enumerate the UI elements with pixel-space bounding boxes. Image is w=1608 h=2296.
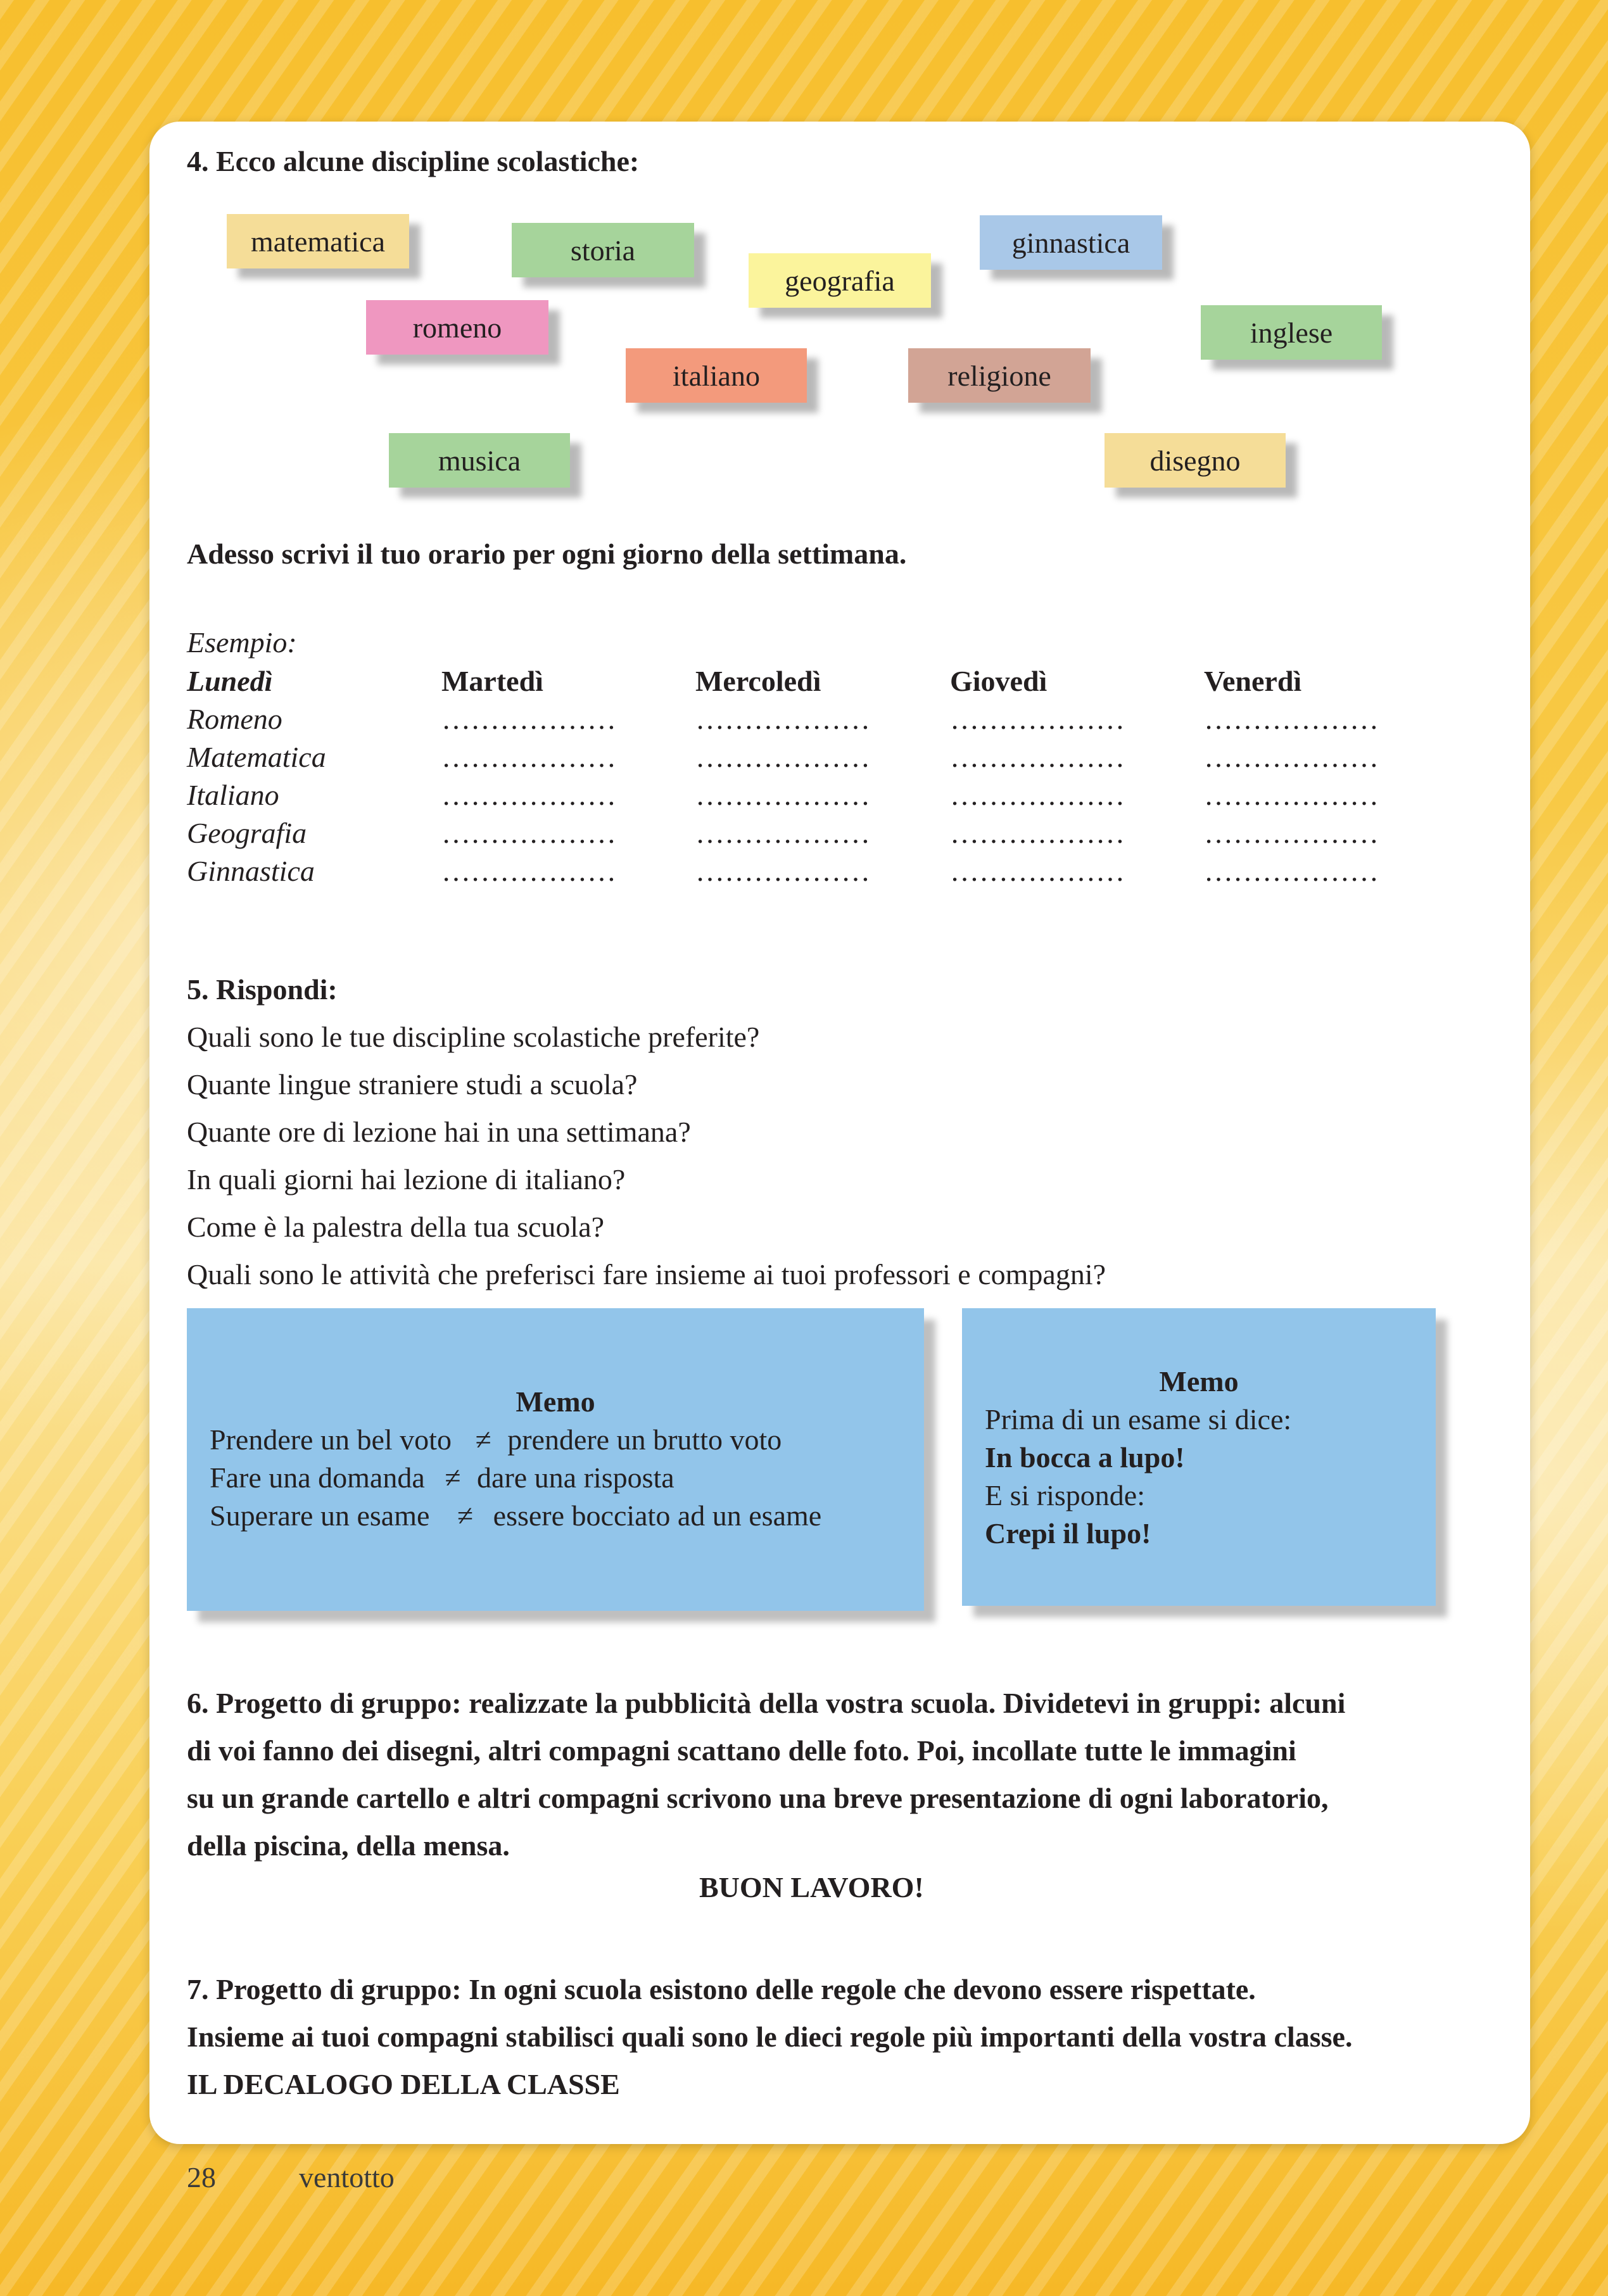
tag-storia: storia: [512, 223, 694, 277]
not-equal-symbol: ≠: [457, 1499, 474, 1532]
question-2: Quante lingue straniere studi a scuola?: [187, 1068, 638, 1101]
exercise-7-text: [187, 1965, 1517, 2108]
memo-right-text: essere bocciato ad un esame: [493, 1499, 822, 1532]
blank-cell[interactable]: ………………: [441, 741, 616, 773]
memo-left-text: Fare una domanda: [210, 1461, 425, 1494]
blank-cell[interactable]: ………………: [1204, 703, 1379, 735]
day-header: Giovedì: [950, 665, 1048, 697]
question-6: Quali sono le attività che preferisci fare insieme ai tuoi professori e compagni?: [187, 1258, 1106, 1290]
subject-cell: Romeno: [187, 703, 282, 735]
memo-line-1: Prima di un esame si dice:: [985, 1403, 1292, 1435]
blank-cell[interactable]: ………………: [950, 779, 1125, 811]
subject-cell: Matematica: [187, 741, 326, 773]
blank-cell[interactable]: ………………: [441, 817, 616, 849]
tag-inglese: inglese: [1201, 305, 1382, 360]
schedule-column-giovedi: [950, 662, 1125, 890]
question-5: Come è la palestra della tua scuola?: [187, 1211, 605, 1243]
blank-cell[interactable]: ………………: [1204, 779, 1379, 811]
exercise-4-title: 4. Ecco alcune discipline scolastiche:: [187, 145, 640, 177]
blank-cell[interactable]: ………………: [1204, 855, 1379, 887]
blank-cell[interactable]: ………………: [950, 817, 1125, 849]
schedule-column-martedi: [441, 662, 616, 890]
blank-cell[interactable]: ………………: [1204, 817, 1379, 849]
memo-line-2: In bocca a lupo!: [985, 1441, 1185, 1473]
memo-line-4: Crepi il lupo!: [985, 1517, 1151, 1549]
blank-cell[interactable]: ………………: [950, 741, 1125, 773]
page-number: 28: [187, 2161, 216, 2193]
paragraph-line: Insieme ai tuoi compagni stabilisci quali sono le dieci regole più importanti della vostra classe.: [187, 2021, 1353, 2053]
subject-cell: Ginnastica: [187, 855, 315, 887]
blank-cell[interactable]: ………………: [441, 703, 616, 735]
memo-title: Memo: [516, 1385, 595, 1418]
memo-title: Memo: [1159, 1365, 1239, 1397]
not-equal-symbol: ≠: [445, 1461, 461, 1494]
tag-matematica: matematica: [227, 214, 409, 268]
tag-romeno: romeno: [366, 300, 548, 355]
memo-line-3: [210, 1497, 821, 1535]
blank-cell[interactable]: ………………: [1204, 741, 1379, 773]
exercise-5-title: 5. Rispondi:: [187, 973, 338, 1006]
memo-left-text: Prendere un bel voto: [210, 1423, 452, 1456]
day-header: Martedì: [441, 665, 543, 697]
example-label: Esempio:: [187, 626, 297, 659]
day-header: Mercoledì: [695, 665, 821, 697]
blank-cell[interactable]: ………………: [695, 855, 870, 887]
paragraph-line: della piscina, della mensa.: [187, 1829, 510, 1862]
paragraph-line: di voi fanno dei disegni, altri compagni scattano delle foto. Poi, incollate tutte le immagini: [187, 1734, 1296, 1767]
blank-cell[interactable]: ………………: [695, 703, 870, 735]
schedule-column-lunedi: [187, 662, 326, 890]
paragraph-line: IL DECALOGO DELLA CLASSE: [187, 2068, 620, 2100]
memo-box-opposites: [187, 1308, 924, 1611]
paragraph-line: 6. Progetto di gruppo: realizzate la pubblicità della vostra scuola. Dividetevi in gruppi: alcuni: [187, 1687, 1346, 1719]
blank-cell[interactable]: ………………: [441, 779, 616, 811]
blank-cell[interactable]: ………………: [950, 703, 1125, 735]
paragraph-line: su un grande cartello e altri compagni scrivono una breve presentazione di ogni laboratorio,: [187, 1782, 1329, 1814]
blank-cell[interactable]: ………………: [695, 817, 870, 849]
day-header: Venerdì: [1204, 665, 1302, 697]
tag-musica: musica: [389, 433, 570, 488]
question-3: Quante ore di lezione hai in una settimana?: [187, 1116, 691, 1148]
blank-cell[interactable]: ………………: [950, 855, 1125, 887]
tag-geografia: geografia: [749, 253, 931, 308]
schedule-instruction: Adesso scrivi il tuo orario per ogni giorno della settimana.: [187, 538, 907, 570]
memo-right-text: dare una risposta: [477, 1461, 674, 1494]
schedule-column-venerdi: [1204, 662, 1379, 890]
buon-lavoro: BUON LAVORO!: [699, 1871, 924, 1903]
blank-cell[interactable]: ………………: [441, 855, 616, 887]
memo-line-2: [210, 1459, 674, 1497]
memo-line-3: E si risponde:: [985, 1479, 1145, 1511]
tag-ginnastica: ginnastica: [980, 215, 1162, 270]
memo-left-text: Superare un esame: [210, 1499, 430, 1532]
tag-italiano: italiano: [626, 348, 807, 403]
memo-line-1: [210, 1421, 782, 1459]
page-number-word: ventotto: [299, 2161, 395, 2193]
question-1: Quali sono le tue discipline scolastiche preferite?: [187, 1021, 760, 1053]
tag-disegno: disegno: [1105, 433, 1286, 488]
subject-cell: Geografia: [187, 817, 307, 849]
exercise-6-text: [187, 1679, 1517, 1869]
day-header: Lunedì: [187, 665, 273, 697]
question-4: In quali giorni hai lezione di italiano?: [187, 1163, 626, 1195]
paragraph-line: 7. Progetto di gruppo: In ogni scuola esistono delle regole che devono essere rispettate.: [187, 1973, 1256, 2005]
not-equal-symbol: ≠: [475, 1423, 491, 1456]
tag-religione: religione: [908, 348, 1091, 403]
subject-cell: Italiano: [187, 779, 279, 811]
schedule-column-mercoledi: [695, 662, 870, 890]
memo-right-text: prendere un brutto voto: [507, 1423, 782, 1456]
memo-box-good-luck: [962, 1308, 1436, 1606]
blank-cell[interactable]: ………………: [695, 741, 870, 773]
blank-cell[interactable]: ………………: [695, 779, 870, 811]
